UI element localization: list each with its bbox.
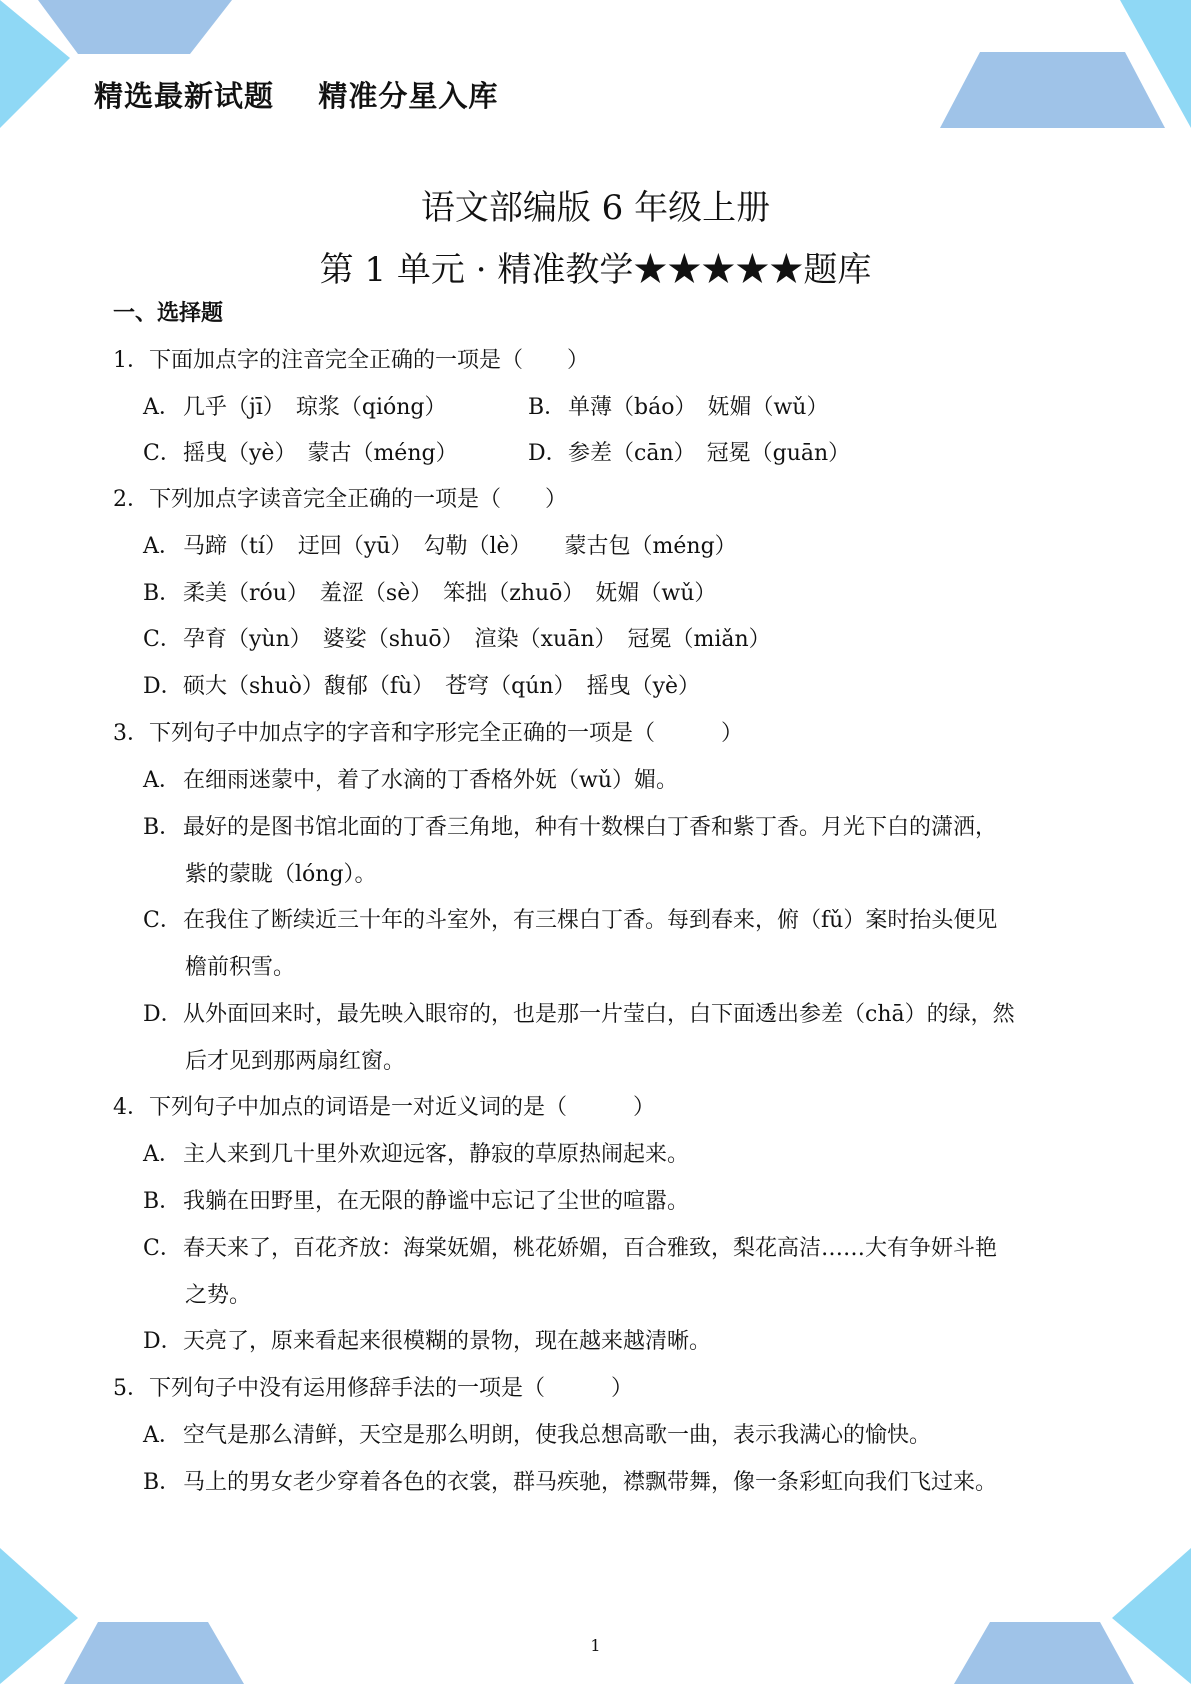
q1-option-c: [143, 436, 458, 467]
q2-option-d: [143, 669, 700, 700]
question-1-stem: 1．下面加点字的注音完全正确的一项是（ ）: [113, 348, 589, 373]
option-label: B．: [143, 815, 182, 840]
q4-option-c-continued: 之势。: [185, 1283, 252, 1308]
option-text: 最好的是图书馆北面的丁香三角地，种有十数棵白丁香和紫丁香。月光下白的潇洒，: [183, 815, 998, 840]
option-label: B．: [528, 395, 567, 420]
q3-option-b-continued: 紫的蒙眬（lóng）。: [185, 862, 377, 887]
option-text: 孕育（yùn） 婆娑（shuō） 渲染（xuān） 冠冕（miǎn）: [183, 627, 771, 652]
option-label: A．: [143, 768, 181, 793]
option-text: 摇曳（yè） 蒙古（méng）: [183, 441, 458, 466]
option-label: D．: [143, 1002, 183, 1027]
option-text: 马蹄（tí） 迂回（yū） 勾勒（lè） 蒙古包（méng）: [183, 534, 737, 559]
option-label: C．: [143, 1236, 182, 1261]
option-text: 几乎（jī） 琼浆（qióng）: [183, 395, 447, 420]
option-label: D．: [143, 1329, 183, 1354]
question-3-stem: 3．下列句子中加点字的字音和字形完全正确的一项是（ ）: [113, 721, 743, 746]
q3-option-c: [143, 903, 997, 934]
option-label: A．: [143, 1423, 181, 1448]
page-number: 1: [590, 1636, 601, 1655]
option-label: D．: [528, 441, 568, 466]
q1-option-d: [528, 436, 850, 467]
option-label: B．: [143, 1470, 182, 1495]
option-text: 天亮了，原来看起来很模糊的景物，现在越来越清晰。: [183, 1329, 712, 1354]
option-label: C．: [143, 627, 182, 652]
q1-option-a: [143, 390, 446, 421]
header-slogan: 精选最新试题 精准分星入库: [94, 79, 499, 113]
q3-option-d-continued: 后才见到那两扇红窗。: [185, 1049, 406, 1074]
question-5-stem: 5．下列句子中没有运用修辞手法的一项是（ ）: [113, 1376, 633, 1401]
q3-option-c-continued: 檐前积雪。: [185, 955, 296, 980]
option-label: B．: [143, 1189, 182, 1214]
q3-option-b: [143, 810, 997, 841]
option-label: A．: [143, 395, 181, 420]
corner-shape-bottom-left-1: [0, 1548, 78, 1684]
option-text: 在细雨迷蒙中，着了水滴的丁香格外妩（wǔ）媚。: [183, 768, 679, 793]
q2-option-a: [143, 529, 737, 560]
question-2-stem: 2．下列加点字读音完全正确的一项是（ ）: [113, 487, 567, 512]
option-text: 从外面回来时，最先映入眼帘的，也是那一片莹白，白下面透出参差（chā）的绿，然: [183, 1002, 1015, 1027]
q3-option-a: [143, 763, 678, 794]
q2-option-c: [143, 622, 771, 653]
option-text: 主人来到几十里外欢迎远客，静寂的草原热闹起来。: [183, 1142, 690, 1167]
option-label: A．: [143, 1142, 181, 1167]
q4-option-d: [143, 1324, 711, 1355]
corner-shape-top-right-2: [940, 52, 1165, 128]
option-text: 参差（cān） 冠冕（guān）: [568, 441, 851, 466]
corner-shape-top-right-1: [1120, 0, 1191, 128]
option-text: 单薄（báo） 妩媚（wǔ）: [568, 395, 829, 420]
option-text: 马上的男女老少穿着各色的衣裳，群马疾驰，襟飘带舞，像一条彩虹向我们飞过来。: [183, 1470, 998, 1495]
option-text: 柔美（róu） 羞涩（sè） 笨拙（zhuō） 妩媚（wǔ）: [183, 581, 717, 606]
q4-option-c: [143, 1231, 997, 1262]
option-label: C．: [143, 441, 182, 466]
q3-option-d: [143, 997, 1015, 1028]
option-label: D．: [143, 674, 183, 699]
corner-shape-bottom-right-1: [1112, 1548, 1191, 1684]
q1-option-b: [528, 390, 828, 421]
corner-shape-top-left-2: [38, 0, 232, 54]
q5-option-a: [143, 1418, 931, 1449]
option-text: 硕大（shuò）馥郁（fù） 苍穹（qún） 摇曳（yè）: [183, 674, 701, 699]
option-text: 空气是那么清鲜，天空是那么明朗，使我总想高歌一曲，表示我满心的愉快。: [183, 1423, 932, 1448]
option-text: 我躺在田野里，在无限的静谧中忘记了尘世的喧嚣。: [183, 1189, 690, 1214]
question-4-stem: 4．下列句子中加点的词语是一对近义词的是（ ）: [113, 1095, 655, 1120]
q2-option-b: [143, 576, 716, 607]
option-label: A．: [143, 534, 181, 559]
doc-subtitle: 第 1 单元 · 精准教学★★★★★题库: [319, 250, 872, 290]
option-text: 春天来了，百花齐放：海棠妩媚，桃花娇媚，百合雅致，梨花高洁……大有争妍斗艳: [183, 1236, 998, 1261]
q5-option-b: [143, 1465, 997, 1496]
option-label: C．: [143, 908, 182, 933]
doc-title: 语文部编版 6 年级上册: [420, 188, 771, 228]
q4-option-a: [143, 1137, 689, 1168]
corner-shape-top-left-1: [0, 0, 70, 128]
option-label: B．: [143, 581, 182, 606]
option-text: 在我住了断续近三十年的斗室外，有三棵白丁香。每到春来，俯（fǔ）案时抬头便见: [183, 908, 998, 933]
section-heading: 一、选择题: [113, 301, 224, 326]
q4-option-b: [143, 1184, 689, 1215]
